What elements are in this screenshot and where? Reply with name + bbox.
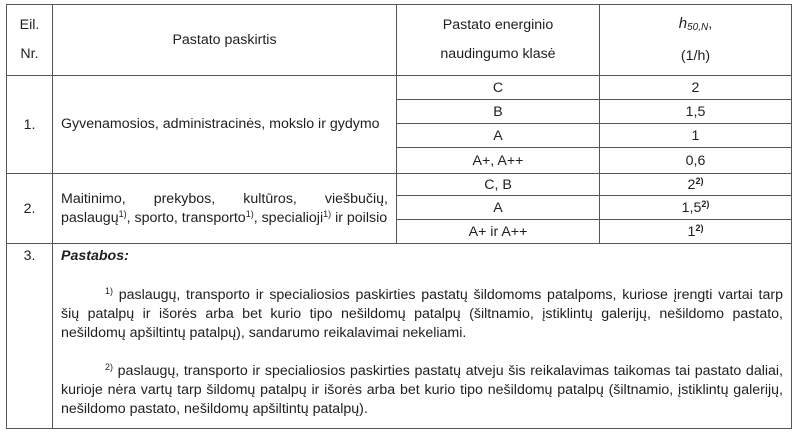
value-cell: 0,6: [600, 148, 792, 174]
table-row: [7, 76, 792, 100]
class-cell: A: [397, 196, 600, 220]
header-class-line2: naudingumo klasė: [440, 46, 556, 62]
header-nr-line2: Nr.: [20, 46, 39, 62]
note-2: $^{2)}$ paslaugų, transporto ir specialiosios paskirties pastatų atveju šis reikalavimas taikomas tai pastato daliai, kurioje nėra vartų tarp šildomų patalpų ir išorės arba bet kurio tipo nešildomų patalpų (šiltnamio, įstiklintų galerijų, nešildomo pastato, nešildomų apšiltintų patalpų).: [61, 362, 783, 417]
value-cell: 2: [600, 76, 792, 100]
group-2-purpose: Maitinimo, prekybos, kultūros, viešbučių, paslaugų$^{1)}$, sporto, transporto$^{1)}$, specialioji$^{1)}$ ir poilsio: [61, 190, 388, 226]
header-class-line1: Pastato energinio: [442, 17, 554, 33]
group-2-purpose-cell: [53, 174, 397, 244]
header-purpose-cell: [53, 5, 397, 76]
notes-nr: 3.: [7, 244, 53, 429]
header-nr-cell: [7, 5, 53, 76]
header-value-unit: (1/h): [680, 48, 711, 64]
value-cell: 1,5: [600, 100, 792, 124]
header-value-symbol: h50,N,: [678, 15, 713, 33]
group-1-purpose: Gyvenamosios, administracinės, mokslo ir gydymo: [61, 116, 380, 132]
class-cell: A: [397, 124, 600, 148]
value-cell: 1,5$^{2)}$: [600, 196, 792, 220]
value-cell: 1: [600, 124, 792, 148]
table-header-row: [7, 5, 792, 76]
class-cell: C, B: [397, 174, 600, 196]
table-row: [7, 174, 792, 196]
class-cell: A+ ir A++: [397, 220, 600, 244]
header-value-cell: [600, 5, 792, 76]
class-cell: A+, A++: [397, 148, 600, 174]
notes-title: Pastabos:: [61, 248, 129, 264]
airtightness-requirements-table: [6, 4, 792, 429]
notes-row: [7, 244, 792, 429]
group-1-purpose-cell: [53, 76, 397, 174]
class-cell: C: [397, 76, 600, 100]
header-purpose: Pastato paskirtis: [172, 32, 277, 48]
note-1: $^{1)}$ paslaugų, transporto ir specialiosios paskirties pastatų šildomoms patalpoms, kuriose įrengti vartai tarp šių patalpų ir išorės arba bet kurio tipo nešildomų patalpų (šiltnamio, įstiklintų galerijų, nešildomo pastato, nešildomų apšiltintų patalpų), sandarumo reikalavimai nekeliami.: [61, 286, 783, 341]
group-2-nr: 2.: [7, 174, 53, 244]
value-cell: 1$^{2)}$: [600, 220, 792, 244]
class-cell: B: [397, 100, 600, 124]
header-nr-line1: Eil.: [19, 17, 40, 33]
header-class-cell: [397, 5, 600, 76]
group-1-nr: 1.: [7, 76, 53, 174]
value-cell: 2$^{2)}$: [600, 174, 792, 196]
notes-cell: [53, 244, 792, 429]
